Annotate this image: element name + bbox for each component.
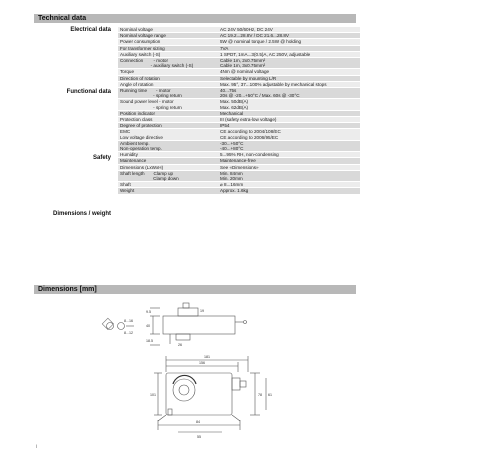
spec-value: IP54 bbox=[218, 123, 360, 129]
spec-value: Max. 95°, 37...100% adjustable by mechanical stops bbox=[218, 81, 360, 87]
dim-181: 181 bbox=[204, 355, 210, 359]
dim-55: 55 bbox=[197, 435, 201, 439]
spec-value: -30...+50°C -40...+80°C bbox=[218, 140, 360, 151]
spec-label: Shaft length Clamp up Clamp down bbox=[118, 170, 218, 181]
shaft-square-icon bbox=[102, 318, 113, 329]
category-electrical: Electrical data bbox=[70, 27, 111, 33]
dim-84: 84 bbox=[196, 420, 200, 424]
dimensions-title: Dimensions [mm] bbox=[38, 286, 97, 293]
shaft-round-icon-2 bbox=[118, 323, 125, 330]
spec-label: Weight bbox=[118, 188, 218, 194]
spec-label: Connection - motor - auxiliary switch (-S) bbox=[118, 58, 218, 69]
shaft-round-icon bbox=[107, 323, 114, 330]
spec-value: CE according to 2004/108/EC CE according to 2006/95/EC bbox=[218, 129, 360, 140]
actuator-side-body bbox=[163, 316, 235, 334]
spec-label: Nominal voltage bbox=[118, 27, 218, 33]
spec-label: Humidity bbox=[118, 152, 218, 158]
spec-label: Sound power level - motor - spring return bbox=[118, 99, 218, 110]
spec-value: 5W @ nominal torque / 2.5W @ holding bbox=[218, 39, 360, 45]
dim-40: 40 bbox=[146, 324, 150, 328]
dim-61: 61 bbox=[268, 393, 272, 397]
spec-label: Angle of rotation bbox=[118, 81, 218, 87]
spec-value: Selectable by mounting L/R bbox=[218, 75, 360, 81]
dim-9-5: 9.5 bbox=[146, 310, 151, 314]
spec-label: Dimensions (LxWxH) bbox=[118, 164, 218, 170]
spec-label: EMC Low voltage directive bbox=[118, 129, 218, 140]
spec-value: 7VA bbox=[218, 45, 360, 51]
dim-101: 101 bbox=[150, 393, 156, 397]
spec-label: Direction of rotation bbox=[118, 75, 218, 81]
category-safety: Safety bbox=[92, 155, 111, 161]
spec-label: Auxiliary switch (-S) bbox=[118, 51, 218, 57]
spec-value: AC 19.2...28.8V / DC 21.6...28.8V bbox=[218, 33, 360, 39]
spec-label: Position indicator bbox=[118, 110, 218, 116]
spec-label: For transformer sizing bbox=[118, 45, 218, 51]
spec-label: Nominal voltage range bbox=[118, 33, 218, 39]
spec-label: Degree of protection bbox=[118, 123, 218, 129]
spec-value: Min. 84mm Min. 20mm bbox=[218, 170, 360, 181]
spec-value: Approx. 1.6kg bbox=[218, 188, 360, 194]
spec-value: 40...75s 20s @ -20...+50°C / Max. 60s @ -30°C bbox=[218, 88, 360, 99]
dim-78: 78 bbox=[258, 393, 262, 397]
spec-value: ⌀ 8...16mm bbox=[218, 182, 360, 188]
spec-label: Torque bbox=[118, 69, 218, 75]
spec-value: 5...95% RH, non-condensing bbox=[218, 152, 360, 158]
spec-value: AC 24V 50/60Hz, DC 24V bbox=[218, 27, 360, 33]
dim-156: 156 bbox=[199, 361, 205, 365]
spec-value: Cable 1m, 2x0.75mm² Cable 1m, 3x0.75mm² bbox=[218, 58, 360, 69]
dim-26: 26 bbox=[178, 343, 182, 347]
spec-value: 4Nm @ nominal voltage bbox=[218, 69, 360, 75]
spec-value: III (safety extra-low voltage) bbox=[218, 117, 360, 123]
spec-value: Maintenance-free bbox=[218, 158, 360, 164]
spec-value: 1 SPDT, 1mA...3(0.5)A, AC 250V, adjustable bbox=[218, 51, 360, 57]
spec-value: Mechanical bbox=[218, 110, 360, 116]
dim-19: 19 bbox=[200, 309, 204, 313]
footer-mark: i bbox=[36, 444, 38, 450]
category-functional: Functional data bbox=[66, 89, 111, 95]
dim-18-5: 18.5 bbox=[146, 339, 153, 343]
shaft-range-1: 8...16 bbox=[124, 319, 133, 323]
shaft-hub bbox=[173, 379, 195, 401]
spec-label: Shaft bbox=[118, 182, 218, 188]
spec-value: See «Dimensions» bbox=[218, 164, 360, 170]
category-dimensions-weight: Dimensions / weight bbox=[52, 211, 111, 217]
shaft-range-2: 8...12 bbox=[124, 331, 133, 335]
spec-value: Max. 50dB(A) Max. 62dB(A) bbox=[218, 99, 360, 110]
clamp-top bbox=[178, 308, 198, 316]
spec-label: Ambient temp. Non-operation temp. bbox=[118, 140, 218, 151]
spec-label: Power consumption bbox=[118, 39, 218, 45]
spec-label: Maintenance bbox=[118, 158, 218, 164]
spec-label: Running time - motor - spring return bbox=[118, 88, 218, 99]
spec-label: Protection class bbox=[118, 117, 218, 123]
technical-data-title: Technical data bbox=[38, 15, 87, 22]
